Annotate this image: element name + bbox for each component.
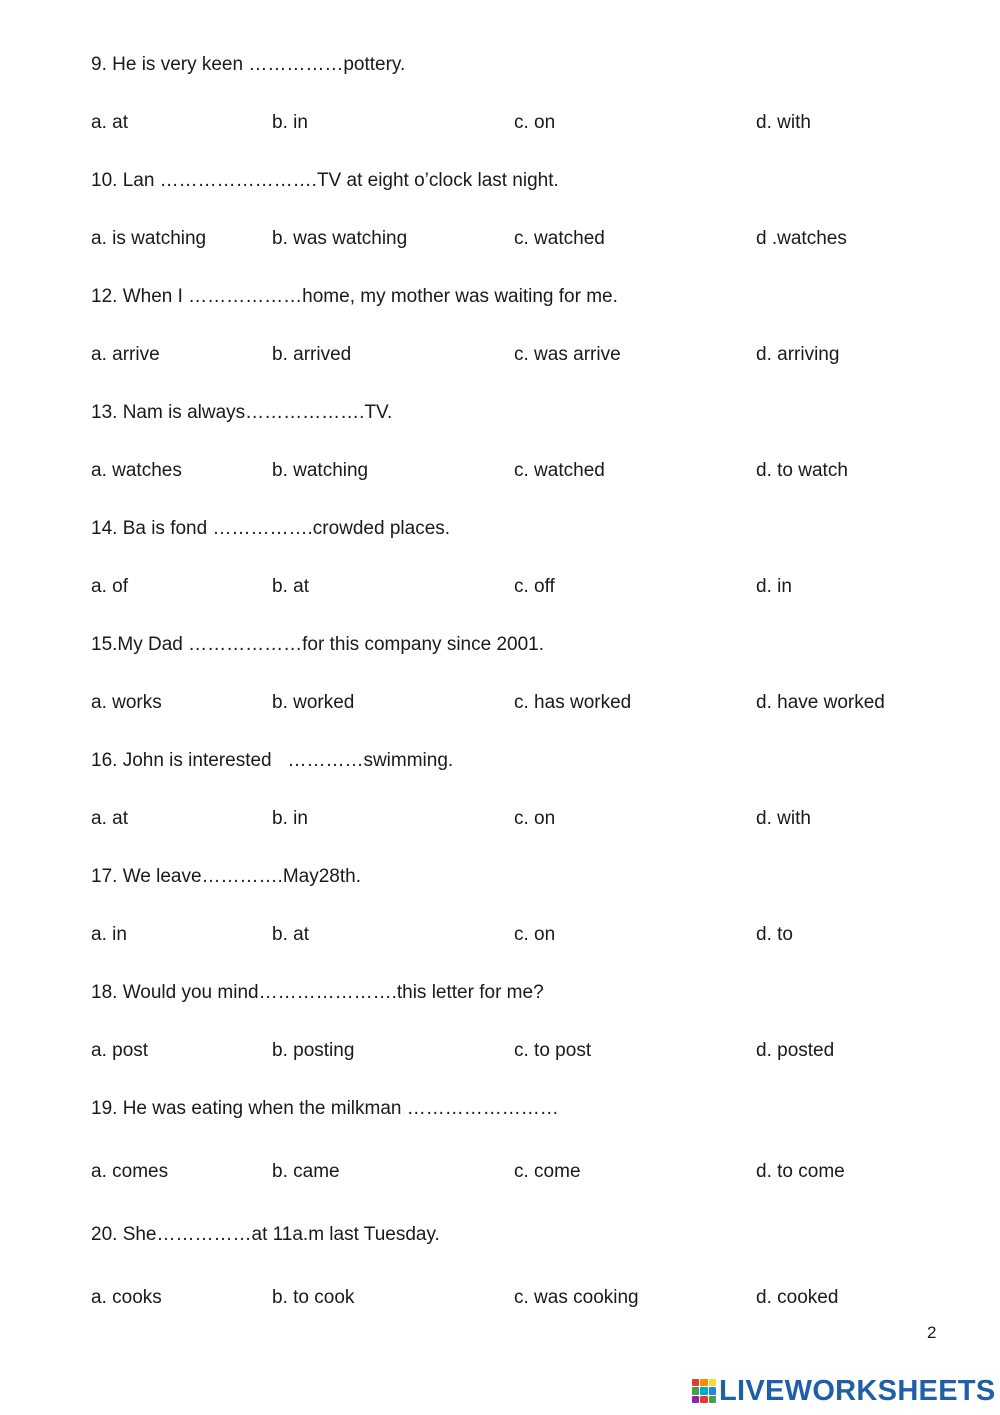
option-a: a. in <box>91 924 127 945</box>
option-d: d. to <box>756 924 793 945</box>
option-b: b. at <box>272 924 309 945</box>
option-a: a. cooks <box>91 1287 162 1308</box>
option-c: c. was cooking <box>514 1287 639 1308</box>
option-b: b. in <box>272 808 308 829</box>
option-c: c. watched <box>514 460 605 481</box>
liveworksheets-logo-icon <box>692 1379 716 1403</box>
option-b: b. was watching <box>272 228 408 249</box>
question-12: 12. When I ………………home, my mother was waiting for me. <box>91 286 618 307</box>
question-17: 17. We leave………….May28th. <box>91 866 361 887</box>
logo-text: LIVEWORKSHEETS <box>719 1375 996 1407</box>
question-9: 9. He is very keen ……………pottery. <box>91 54 406 75</box>
option-a: a. at <box>91 808 128 829</box>
option-c: c. off <box>514 576 555 597</box>
option-b: b. arrived <box>272 344 352 365</box>
options-row-14 <box>0 575 1000 599</box>
option-d: d .watches <box>756 228 847 249</box>
option-d: d. to watch <box>756 460 848 481</box>
options-row-18 <box>0 1039 1000 1063</box>
question-19: 19. He was eating when the milkman …………………… <box>91 1098 559 1119</box>
option-b: b. at <box>272 576 309 597</box>
question-20: 20. She……………at 11a.m last Tuesday. <box>91 1224 440 1245</box>
question-10: 10. Lan …………………….TV at eight o’clock last night. <box>91 170 559 191</box>
question-16: 16. John is interested …………swimming. <box>91 750 454 771</box>
option-b: b. posting <box>272 1040 355 1061</box>
options-row-17 <box>0 923 1000 947</box>
options-row-10 <box>0 227 1000 251</box>
option-c: c. on <box>514 112 556 133</box>
option-a: a. comes <box>91 1161 169 1182</box>
option-a: a. post <box>91 1040 149 1061</box>
option-d: d. arriving <box>756 344 840 365</box>
option-c: c. has worked <box>514 692 632 713</box>
question-15: 15.My Dad ………………for this company since 2001. <box>91 634 545 655</box>
option-d: d. with <box>756 808 811 829</box>
option-d: d. posted <box>756 1040 835 1061</box>
options-row-15 <box>0 691 1000 715</box>
options-row-20 <box>0 1286 1000 1310</box>
page-number: 2 <box>927 1323 937 1342</box>
options-row-12 <box>0 343 1000 367</box>
option-a: a. of <box>91 576 128 597</box>
options-row-19 <box>0 1160 1000 1184</box>
option-d: d. in <box>756 576 792 597</box>
liveworksheets-logo[interactable] <box>692 1374 996 1408</box>
options-row-13 <box>0 459 1000 483</box>
option-c: c. watched <box>514 228 605 249</box>
options-row-9 <box>0 111 1000 135</box>
option-b: b. worked <box>272 692 355 713</box>
options-row-16 <box>0 807 1000 831</box>
option-d: d. cooked <box>756 1287 839 1308</box>
option-d: d. have worked <box>756 692 885 713</box>
option-a: a. works <box>91 692 162 713</box>
option-b: b. in <box>272 112 308 133</box>
question-13: 13. Nam is always……………….TV. <box>91 402 393 423</box>
option-c: c. on <box>514 924 556 945</box>
option-c: c. to post <box>514 1040 592 1061</box>
option-b: b. came <box>272 1161 340 1182</box>
option-d: d. with <box>756 112 811 133</box>
option-a: a. arrive <box>91 344 160 365</box>
question-18: 18. Would you mind………………….this letter for me? <box>91 982 544 1003</box>
option-a: a. is watching <box>91 228 207 249</box>
option-a: a. at <box>91 112 128 133</box>
option-c: c. was arrive <box>514 344 621 365</box>
question-14: 14. Ba is fond …………….crowded places. <box>91 518 451 539</box>
option-d: d. to come <box>756 1161 845 1182</box>
option-a: a. watches <box>91 460 182 481</box>
option-b: b. to cook <box>272 1287 355 1308</box>
option-c: c. come <box>514 1161 581 1182</box>
option-c: c. on <box>514 808 556 829</box>
option-b: b. watching <box>272 460 369 481</box>
